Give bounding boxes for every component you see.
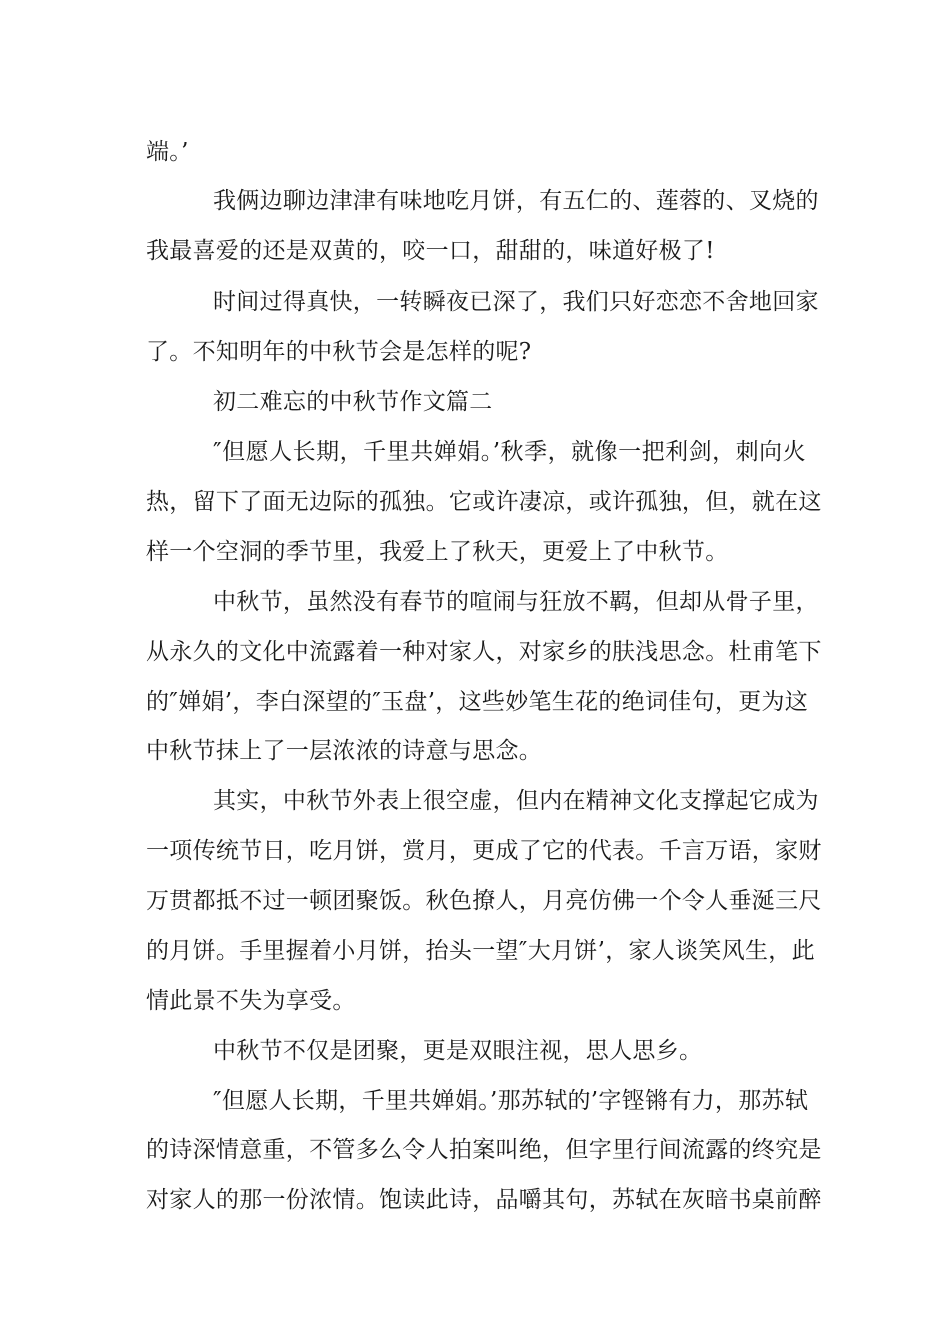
text-line: 从永久的文化中流露着一种对家人，对家乡的肤浅思念。杜甫笔下 <box>146 639 822 665</box>
text-line: 的″婵娟’，李白深望的″玉盘’，这些妙笔生花的绝词佳句，更为这 <box>146 689 809 715</box>
paragraph-first-line: 时间过得真快，一转瞬夜已深了，我们只好恋恋不舍地回家 <box>213 289 819 315</box>
text-line: 中秋节抹上了一层浓浓的诗意与思念。 <box>146 738 543 764</box>
text-line: 的诗深情意重，不管多么令人拍案叫绝，但字里行间流露的终究是 <box>146 1137 822 1163</box>
text-line: 情此景不失为享受。 <box>146 988 356 1014</box>
text-line: 的月饼。手里握着小月饼，抬头一望″大月饼’，家人谈笑风生，此 <box>146 938 815 964</box>
paragraph-first-line: ″但愿人长期，千里共婵娟。’秋季，就像一把利剑，刺向火 <box>213 439 806 465</box>
text-line: 我最喜爱的还是双黄的，咬一口，甜甜的，味道好极了! <box>146 238 715 264</box>
section-heading: 初二难忘的中秋节作文篇二 <box>213 389 493 415</box>
paragraph-first-line: ″但愿人长期，千里共婵娟。’那苏轼的’字铿锵有力，那苏轼 <box>213 1088 809 1114</box>
paragraph-first-line: 中秋节不仅是团聚，更是双眼注视，思人思乡。 <box>213 1038 703 1064</box>
text-line: 一项传统节日，吃月饼，赏月，更成了它的代表。千言万语，家财 <box>146 838 822 864</box>
paragraph-first-line: 我俩边聊边津津有味地吃月饼，有五仁的、莲蓉的、叉烧的 <box>213 188 819 214</box>
text-line: 样一个空洞的季节里，我爱上了秋天，更爱上了中秋节。 <box>146 539 729 565</box>
text-line: 热，留下了面无边际的孤独。它或许凄凉，或许孤独，但，就在这 <box>146 489 822 515</box>
text-line: 万贯都抵不过一顿团聚饭。秋色撩人，月亮仿佛一个令人垂涎三尺 <box>146 888 822 914</box>
text-line: 端。’ <box>146 139 189 165</box>
paragraph-first-line: 其实，中秋节外表上很空虚，但内在精神文化支撑起它成为 <box>213 788 819 814</box>
paragraph-first-line: 中秋节，虽然没有春节的喧闹与狂放不羁，但却从骨子里， <box>213 589 819 615</box>
text-line: 了。不知明年的中秋节会是怎样的呢? <box>146 339 532 365</box>
text-line: 对家人的那一份浓情。饱读此诗，品嚼其句，苏轼在灰暗书桌前醉 <box>146 1187 822 1213</box>
